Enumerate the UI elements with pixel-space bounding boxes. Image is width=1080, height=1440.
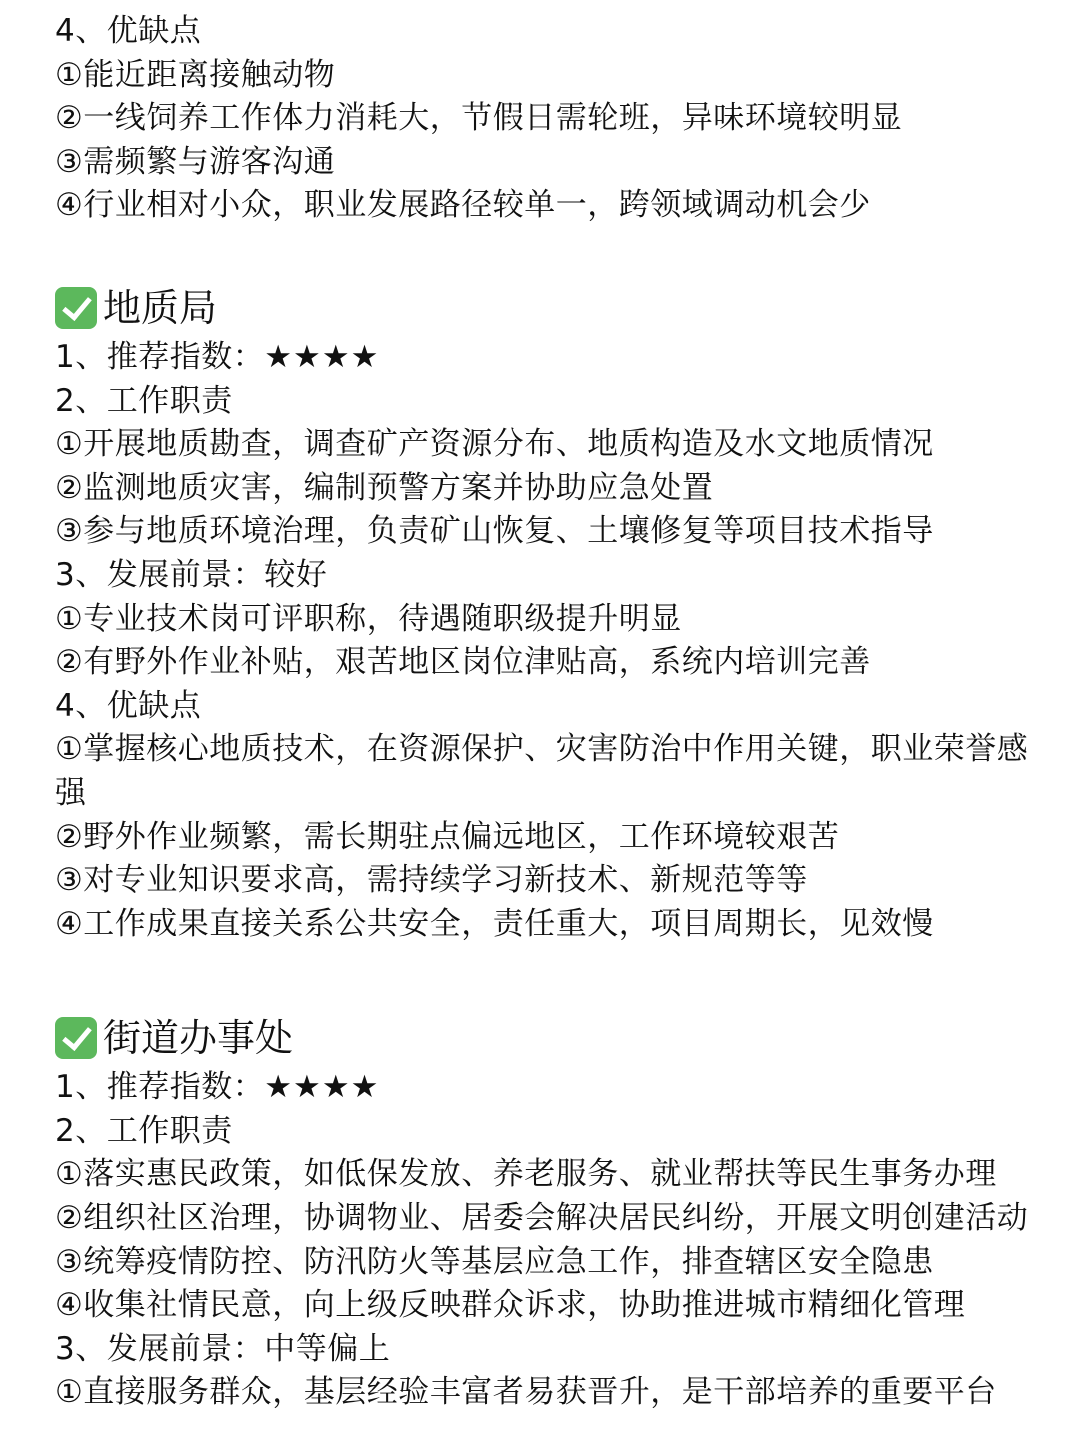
check-mark-icon [55, 287, 97, 329]
geology-duty-item: ①开展地质勘查，调查矿产资源分布、地质构造及水文地质情况 [55, 426, 934, 463]
subdistrict-rating-stars: ★★★★ [264, 1069, 380, 1106]
subdistrict-title-text: 街道办事处 [103, 1016, 294, 1061]
subdistrict-rating [55, 1066, 1045, 1110]
document-page [55, 10, 1045, 1415]
zoo-pros-cons-item: ③需频繁与游客沟通 [55, 143, 336, 180]
geology-prospect-item: ①专业技术岗可评职称，待遇随职级提升明显 [55, 600, 682, 637]
geology-rating-stars: ★★★★ [264, 338, 380, 375]
section-spacer [55, 228, 1045, 280]
subdistrict-duty-item: ③统筹疫情防控、防汛防火等基层应急工作，排查辖区安全隐患 [55, 1243, 934, 1280]
subdistrict-prospect-item: ①直接服务群众，基层经验丰富者易获晋升，是干部培养的重要平台 [55, 1374, 997, 1411]
geology-duties-heading: 2、工作职责 [55, 382, 233, 419]
geology-duty-item: ②监测地质灾害，编制预警方案并协助应急处置 [55, 469, 714, 506]
subdistrict-rating-label: 1、推荐指数： [55, 1069, 265, 1106]
geology-rating [55, 336, 1045, 380]
geology-pros-cons-item: ①掌握核心地质技术，在资源保护、灾害防治中作用关键，职业荣誉感强 [55, 731, 1029, 811]
geology-section-title [55, 280, 1045, 336]
subdistrict-section-title [55, 1010, 1045, 1066]
subdistrict-duty-item: ①落实惠民政策，如低保发放、养老服务、就业帮扶等民生事务办理 [55, 1156, 997, 1193]
geology-pros-cons-item: ④工作成果直接关系公共安全，责任重大，项目周期长，见效慢 [55, 905, 934, 942]
geology-prospect-heading: 3、发展前景：较好 [55, 556, 328, 593]
subdistrict-duty-item: ②组织社区治理，协调物业、居委会解决居民纠纷，开展文明创建活动 [55, 1200, 1029, 1237]
geology-pros-cons-item: ②野外作业频繁，需长期驻点偏远地区，工作环境较艰苦 [55, 818, 840, 855]
subdistrict-prospect-heading: 3、发展前景：中等偏上 [55, 1330, 391, 1367]
zoo-pros-cons-item: ①能近距离接触动物 [55, 56, 336, 93]
geology-pros-cons-heading: 4、优缺点 [55, 687, 202, 724]
geology-duty-item: ③参与地质环境治理，负责矿山恢复、土壤修复等项目技术指导 [55, 513, 934, 550]
subdistrict-duties-heading: 2、工作职责 [55, 1112, 233, 1149]
section-spacer [55, 946, 1045, 1010]
subdistrict-duty-item: ④收集社情民意，向上级反映群众诉求，协助推进城市精细化管理 [55, 1287, 966, 1324]
geology-title-text: 地质局 [103, 285, 218, 330]
zoo-pros-cons-item: ④行业相对小众，职业发展路径较单一，跨领域调动机会少 [55, 187, 871, 224]
check-mark-icon [55, 1017, 97, 1059]
geology-rating-label: 1、推荐指数： [55, 338, 265, 375]
zoo-pros-cons-item: ②一线饲养工作体力消耗大，节假日需轮班，异味环境较明显 [55, 100, 903, 137]
geology-prospect-item: ②有野外作业补贴，艰苦地区岗位津贴高，系统内培训完善 [55, 644, 871, 681]
geology-pros-cons-item: ③对专业知识要求高，需持续学习新技术、新规范等等 [55, 862, 808, 899]
zoo-pros-cons-heading: 4、优缺点 [55, 13, 202, 49]
